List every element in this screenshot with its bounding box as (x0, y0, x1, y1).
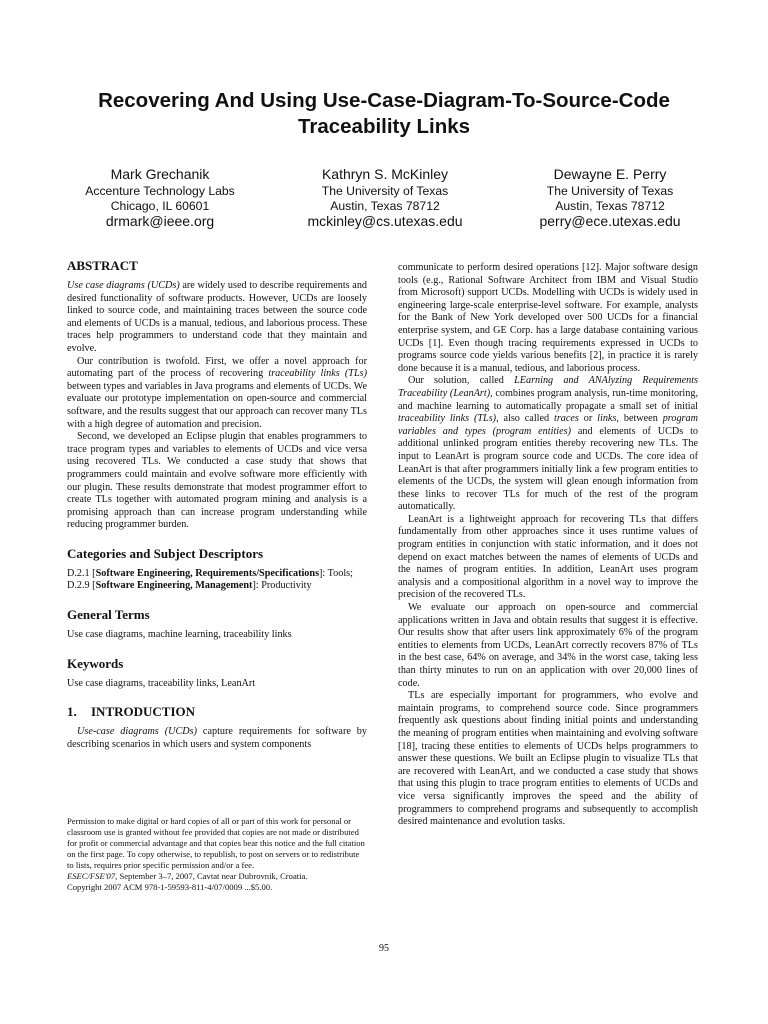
intro-paragraph-1 (67, 726, 367, 751)
author-affiliation: The University of Texas (321, 184, 449, 198)
conference-name: ESEC/FSE'07, (67, 871, 118, 881)
intro-text: or (578, 413, 598, 425)
intro-text: Our solution, called (408, 375, 515, 387)
permission-text: Permission to make digital or hard copies of all or part of this work for personal or classroom use is granted without fee provided that copies are not made or distributed for profit or commercial advantage and that copies bear this notice and the full citation on the first page. To copy otherwise, to republish, to post on servers or to redistribute to lists, requires prior specific permission and/or a fee. (67, 816, 365, 870)
abstract-heading: ABSTRACT (67, 258, 138, 273)
permission-notice (67, 816, 367, 893)
category-suffix: ]: Productivity (252, 580, 312, 592)
intro-paragraph-2 (398, 375, 698, 514)
author-2 (285, 166, 485, 230)
author-location: Austin, Texas 78712 (330, 198, 440, 213)
author-location: Austin, Texas 78712 (555, 198, 665, 213)
introduction-heading (67, 704, 367, 720)
intro-text: , also called (496, 413, 554, 425)
abstract-paragraph-2 (67, 356, 367, 432)
category-code: D.2.1 [ (67, 567, 96, 579)
abstract-emphasis: Use case diagrams (UCDs) (67, 280, 180, 291)
categories-heading: Categories and Subject Descriptors (67, 545, 264, 561)
intro-text: , between (616, 413, 663, 425)
left-column (67, 258, 367, 751)
conference-line (67, 871, 367, 882)
intro-emphasis: program variables and types (program entities) (398, 413, 698, 437)
intro-emphasis: links (597, 413, 617, 425)
page-number: 95 (379, 943, 389, 954)
intro-paragraph-3: LeanArt is a lightweight approach for recovering TLs that differs fundamentally from other approaches since it uses runtime values of program entities in conjunction with static information, and it does not depend on exact matches between the names of elements of UCDs and the names of program entities. In addition, LeanArt uses program analysis and a compositional algorithm in a novel way to improve the precision of the recovered TLs. (398, 513, 698, 601)
paper-title: Recovering And Using Use-Case-Diagram-To-Source-Code Traceability Links (98, 89, 670, 138)
author-affiliation: Accenture Technology Labs (85, 184, 235, 198)
author-email: drmark@ieee.org (105, 213, 215, 229)
keywords-heading: Keywords (67, 655, 124, 671)
author-email: mckinley@cs.utexas.edu (307, 213, 463, 229)
general-terms-heading: General Terms (67, 607, 150, 623)
intro-text: , combines program analysis, run-time monitoring, and machine learning to automatically propagate a small set of initial (398, 387, 699, 412)
author-3 (510, 166, 710, 230)
author-location: Chicago, IL 60601 (110, 198, 210, 213)
abstract-text: are widely used to describe requirements and desired functionality of software products. However, UCDs are loosely linked to source code, and maintaining traces between the source code and elements of UCDs is a manual, tedious, and laborious process. These traces help programmers to understand code that they maintain and evolve. (67, 280, 368, 354)
keywords-text: Use case diagrams, traceability links, LeanArt (67, 677, 256, 689)
abstract-emphasis: traceability links (TLs) (268, 368, 367, 380)
author-email: perry@ece.utexas.edu (539, 213, 681, 229)
intro-paragraph-4: We evaluate our approach on open-source and commercial applications written in Java and obtain results that suggest it is effective. Our results show that after users link approximately 6% of the program entities to elements from UCDs, LeanArt correctly recovers 87% of TLs in the best case, 64% on average, and 34% in the worst case, taking less than thirty minutes to run on an application with over 20,000 lines of code. (398, 602, 698, 689)
category-name: Software Engineering, Requirements/Specifications (95, 567, 320, 579)
intro-emphasis: traces (554, 413, 579, 425)
author-affiliation: The University of Texas (546, 184, 674, 198)
intro-emphasis: traceability links (TLs) (398, 413, 497, 425)
intro-emphasis: LEarning and ANAlyzing Requirements Traceability (LeanArt) (398, 375, 699, 399)
general-terms-text: Use case diagrams, machine learning, traceability links (67, 629, 292, 641)
category-code: D.2.9 [ (67, 580, 96, 592)
intro-emphasis: Use-case diagrams (UCDs) (77, 726, 197, 738)
author-name: Dewayne E. Perry (553, 166, 667, 182)
intro-paragraph-5: TLs are especially important for programmers, who evolve and maintain programs, to comprehend source code. Since programmers frequently ask questions about finding initial points and understanding the meaning of program entities when maintaining and evolving software [18], tracing these entities to elements of UCDs helps programmers to answer these questions. We built an Eclipse plugin to visualize TLs that are recovered with LeanArt, and we conducted a case study that shows that using this plugin to trace program entities to elements of UCDs and vice versa significantly improves the speed and the ability of programmers to comprehend programs and subsequently to accomplish desired maintenance and evolution tasks. (398, 690, 698, 828)
category-suffix: ]: Tools; (319, 567, 353, 579)
intro-text: and elements of UCDs to additional unlinked program entities thereby recovering new TLs. The input to LeanArt is program source code and UCDs. The core idea of LeanArt is that after programmers initially link a few program entities to elements of the UCDs, the system will glean enough information from these links to recover TLs for much of the rest of the program automatically. (398, 425, 698, 513)
right-column (398, 262, 698, 829)
intro-text: capture requirements for software by describing scenarios in which users and system components (67, 726, 367, 750)
author-1 (60, 166, 260, 230)
copyright-line: Copyright 2007 ACM 978-1-59593-811-4/07/0009 ...$5.00. (67, 882, 273, 892)
abstract-paragraph-3: Second, we developed an Eclipse plugin that enables programmers to trace program types and variables to elements of UCDs and vice versa using recovered TLs. We conducted a case study that shows that programmers could maintain and evolve software more efficiently with our plugin. These results demonstrate that modest programmer effort to create TLs together with automated program mining and analysis is a promising approach than can increase program understanding while reducing programmer burden. (67, 431, 367, 531)
category-line-1 (67, 568, 367, 581)
abstract-paragraph-1 (67, 280, 367, 356)
section-number: 1. (67, 704, 77, 720)
author-name: Mark Grechanik (110, 166, 210, 182)
intro-paragraph-continued: communicate to perform desired operations [12]. Major software design tools (e.g., Rational Software Architect from IBM and Visual Studio from Microsoft) support UCDs. Modelling with UCDs is widely used in engineering large-scale enterprise-level software. For example, analysts for the Bank of New York developed over 500 UCDs for a financial enterprise system, and GE Corp. has a large database containing various UCDs [1]. Even though tracing requirements expressed in UCDs to programs source code yields various benefits [2], in practice it is rarely done because it is a manual, tedious, and laborious process. (398, 262, 698, 374)
author-block (60, 166, 710, 230)
abstract-text: between types and variables in Java programs and elements of UCDs. We evaluate our prototype implementation on open-source and commercial software, and the results suggest that our approach can recover many TLs with a high degree of automation and precision. (67, 380, 368, 430)
section-title: INTRODUCTION (91, 704, 196, 720)
category-line-2 (67, 580, 367, 593)
conference-details: September 3–7, 2007, Cavtat near Dubrovnik, Croatia. (117, 871, 308, 881)
abstract-text: Our contribution is twofold. First, we offer a novel approach for automating part of the process of recovering (67, 355, 367, 380)
author-name: Kathryn S. McKinley (321, 166, 449, 182)
category-name: Software Engineering, Management (95, 580, 253, 592)
